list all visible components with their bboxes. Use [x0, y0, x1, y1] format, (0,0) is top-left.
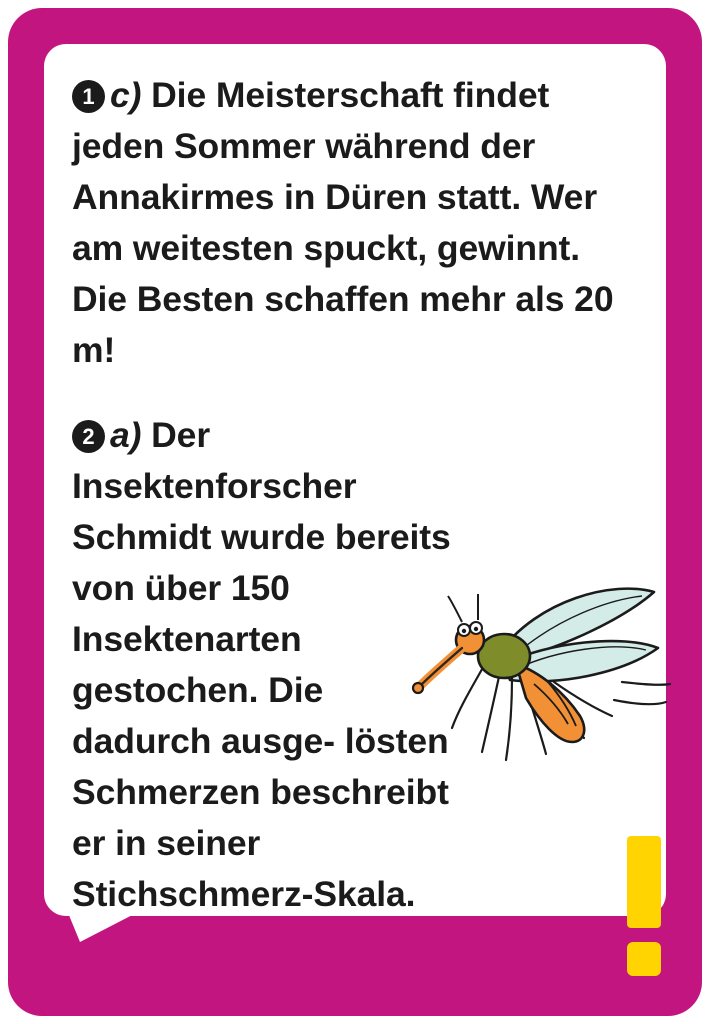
answer-letter: c): [110, 75, 142, 115]
answer-number-badge: 2: [72, 420, 105, 453]
answer-item: [72, 70, 638, 376]
exclamation-dot: [627, 942, 661, 976]
quiz-answer-card: [8, 8, 702, 1016]
answer-letter: a): [110, 415, 142, 455]
answer-text: Der Insektenforscher Schmidt wurde bereits von über 150 Insektenarten gestochen. Die dadurch ausge- lösten Schmerzen beschreibt er in seiner Stichschmerz-Skala.: [72, 415, 451, 914]
answer-paragraph: [72, 70, 638, 376]
answer-text: Die Meisterschaft findet jeden Sommer während der Annakirmes in Düren statt. Wer am weitesten spuckt, gewinnt. Die Besten schaffen mehr als 20 m!: [72, 75, 614, 370]
mosquito-icon: [408, 556, 674, 802]
answer-number-badge: 1: [72, 80, 105, 113]
exclamation-badge: [624, 836, 664, 976]
exclamation-bar: [627, 836, 661, 928]
